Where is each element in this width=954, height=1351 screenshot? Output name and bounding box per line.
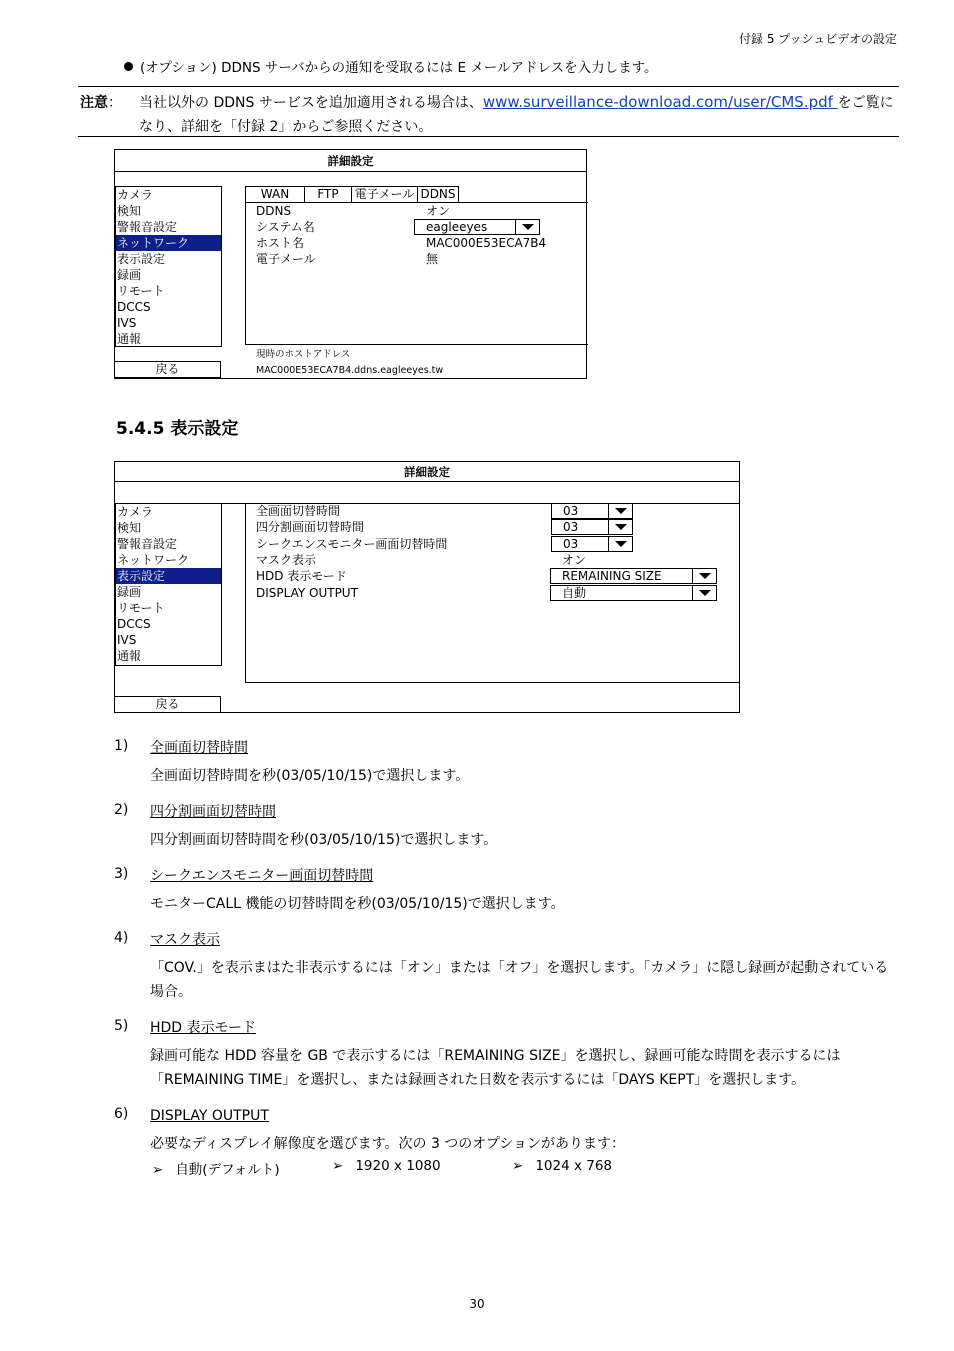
- arrow-bullet-icon: ➢: [332, 1158, 344, 1174]
- menu-item[interactable]: 録画: [117, 585, 142, 599]
- email-label: 電子メール: [256, 252, 316, 266]
- menu-item[interactable]: カメラ: [117, 188, 154, 202]
- item-number: 3): [114, 866, 129, 882]
- sequence-switch-dropdown[interactable]: [551, 536, 633, 552]
- item-heading: HDD 表示モード: [150, 1020, 256, 1036]
- mask-display-value[interactable]: オン: [562, 553, 587, 567]
- arrow-bullet-icon: ➢: [512, 1158, 524, 1174]
- quad-switch-dropdown[interactable]: [551, 519, 633, 535]
- panel-title: 詳細設定: [115, 150, 586, 172]
- menu-item[interactable]: IVS: [117, 633, 137, 647]
- tab-wan[interactable]: WAN: [245, 186, 304, 203]
- note-text-before: 当社以外の DDNS サービスを追加適用される場合は、: [139, 95, 483, 111]
- page-number: 30: [469, 1297, 485, 1311]
- list-item: [114, 1018, 900, 1092]
- note-text: [139, 90, 901, 139]
- item-heading: DISPLAY OUTPUT: [150, 1108, 269, 1124]
- option-1080: [332, 1158, 512, 1178]
- quad-switch-label: 四分割画面切替時間: [256, 520, 365, 534]
- ddns-label: DDNS: [256, 204, 292, 218]
- chevron-down-icon[interactable]: [608, 520, 632, 534]
- host-address-value: MAC000E53ECA7B4.ddns.eagleeyes.tw: [256, 365, 444, 376]
- cms-pdf-link[interactable]: www.surveillance-download.com/user/CMS.pdf: [482, 93, 838, 111]
- item-description: 全画面切替時間を秒(03/05/10/15)で選択します。: [150, 768, 470, 784]
- menu-item[interactable]: DCCS: [117, 300, 151, 314]
- panel-title: 詳細設定: [115, 462, 739, 482]
- display-settings-panel: [114, 461, 740, 713]
- list-item: [114, 802, 900, 852]
- back-button[interactable]: 戻る: [114, 696, 221, 713]
- note-label: [80, 92, 122, 112]
- tab-email[interactable]: 電子メール: [351, 186, 417, 203]
- display-output-dropdown[interactable]: [550, 585, 717, 601]
- arrow-bullet-icon: ➢: [152, 1162, 164, 1178]
- menu-item[interactable]: 通報: [117, 332, 142, 346]
- item-description: 必要なディスプレイ解像度を選びます。次の 3 つのオプションがあります：: [150, 1136, 626, 1152]
- item-heading: シークエンスモニター画面切替時間: [150, 868, 374, 884]
- note-label-text: 注意: [80, 95, 108, 111]
- bullet-line: [124, 56, 658, 76]
- item-heading: マスク表示: [150, 932, 220, 948]
- menu-item[interactable]: リモート: [117, 284, 165, 298]
- sequence-switch-label: シークエンスモニター画面切替時間: [256, 537, 448, 551]
- section-title: 5.4.5 表示設定: [116, 419, 239, 439]
- note-text-after: をご覧になり、詳細を「付録 2」からご参照ください。: [139, 95, 894, 135]
- option-label: 1024 x 768: [535, 1158, 613, 1174]
- item-number: 2): [114, 802, 129, 818]
- list-item: [114, 866, 900, 916]
- tab-ftp[interactable]: FTP: [304, 186, 351, 203]
- item-number: 6): [114, 1106, 129, 1122]
- menu-item[interactable]: DCCS: [117, 617, 151, 631]
- ddns-settings-panel: [114, 149, 587, 379]
- menu-item[interactable]: ネットワーク: [117, 553, 190, 567]
- menu-item[interactable]: IVS: [117, 316, 137, 330]
- settings-description-list: [114, 738, 900, 1178]
- host-name-label: ホスト名: [256, 236, 305, 250]
- item-number: 1): [114, 738, 129, 754]
- hdd-mode-dropdown[interactable]: [550, 568, 717, 584]
- item-heading: 全画面切替時間: [150, 740, 248, 756]
- display-output-options: [152, 1158, 900, 1178]
- host-name-value[interactable]: MAC000E53ECA7B4: [426, 236, 547, 250]
- menu-item[interactable]: 表示設定: [117, 252, 166, 266]
- list-item: [114, 1106, 900, 1156]
- menu-item[interactable]: カメラ: [117, 505, 154, 519]
- mask-display-label: マスク表示: [256, 553, 317, 567]
- item-description: 四分割画面切替時間を秒(03/05/10/15)で選択します。: [150, 832, 498, 848]
- chevron-down-icon[interactable]: [692, 586, 716, 600]
- option-label: 自動(デフォルト): [175, 1162, 280, 1178]
- fullscreen-switch-label: 全画面切替時間: [256, 504, 341, 518]
- menu-item[interactable]: リモート: [117, 601, 165, 615]
- item-heading: 四分割画面切替時間: [150, 804, 276, 820]
- bullet-dot-icon: [124, 62, 133, 71]
- item-number: 4): [114, 930, 129, 946]
- list-item: [114, 930, 900, 1004]
- fullscreen-switch-value: 03: [563, 504, 579, 518]
- menu-item[interactable]: 検知: [117, 521, 142, 535]
- option-label: 1920 x 1080: [355, 1158, 441, 1174]
- sequence-switch-value: 03: [563, 537, 579, 551]
- settings-menu: [115, 503, 222, 666]
- ddns-value[interactable]: オン: [426, 204, 451, 218]
- system-name-value: eagleeyes: [426, 220, 488, 234]
- hdd-mode-label: HDD 表示モード: [256, 569, 347, 583]
- menu-item[interactable]: ネットワーク: [116, 235, 221, 251]
- list-item: [114, 738, 900, 788]
- chevron-down-icon[interactable]: [608, 537, 632, 551]
- quad-switch-value: 03: [563, 520, 579, 534]
- fullscreen-switch-dropdown[interactable]: [551, 503, 633, 519]
- host-address-label: 現時のホストアドレス: [256, 349, 351, 360]
- back-button[interactable]: 戻る: [114, 361, 221, 378]
- option-768: [512, 1158, 692, 1178]
- system-name-dropdown[interactable]: [414, 219, 540, 235]
- chevron-down-icon[interactable]: [608, 504, 632, 518]
- email-value[interactable]: 無: [426, 252, 439, 266]
- hdd-mode-value: REMAINING SIZE: [562, 569, 662, 583]
- menu-item[interactable]: 検知: [117, 204, 142, 218]
- note-divider-bottom: [78, 136, 899, 137]
- menu-item[interactable]: 警報音設定: [117, 220, 178, 234]
- ddns-tab-bar: [245, 186, 459, 203]
- item-description: 「COV.」を表示まはた非表示するには「オン」または「オフ」を選択します。「カメラ」に隠し録画が起動されている場合。: [150, 960, 889, 1000]
- chevron-down-icon[interactable]: [692, 569, 716, 583]
- menu-item[interactable]: 録画: [117, 268, 142, 282]
- tab-ddns[interactable]: DDNS: [417, 186, 459, 203]
- chevron-down-icon[interactable]: [515, 220, 539, 234]
- menu-item[interactable]: 表示設定: [116, 568, 221, 584]
- settings-menu: [115, 186, 222, 347]
- system-name-label: システム名: [256, 220, 315, 234]
- menu-item[interactable]: 通報: [117, 649, 142, 663]
- option-auto: [152, 1158, 332, 1178]
- item-description: モニターCALL 機能の切替時間を秒(03/05/10/15)で選択します。: [150, 896, 565, 912]
- running-header: 付録 5 プッシュビデオの設定: [739, 32, 897, 46]
- display-output-value: 自動: [562, 586, 587, 600]
- menu-item[interactable]: 警報音設定: [117, 537, 178, 551]
- item-number: 5): [114, 1018, 129, 1034]
- note-divider-top: [78, 86, 899, 87]
- note-colon: ：: [108, 95, 122, 111]
- bullet-text: (オプション) DDNS サーバからの通知を受取るには E メールアドレスを入力します。: [140, 60, 658, 76]
- item-description: 録画可能な HDD 容量を GB で表示するには「REMAINING SIZE」を選択し、録画可能な時間を表示するには「REMAINING TIME」を選択し、または録画された日数を表示するには「DAYS KEPT」を選択します。: [150, 1048, 841, 1088]
- display-output-label: DISPLAY OUTPUT: [256, 586, 358, 600]
